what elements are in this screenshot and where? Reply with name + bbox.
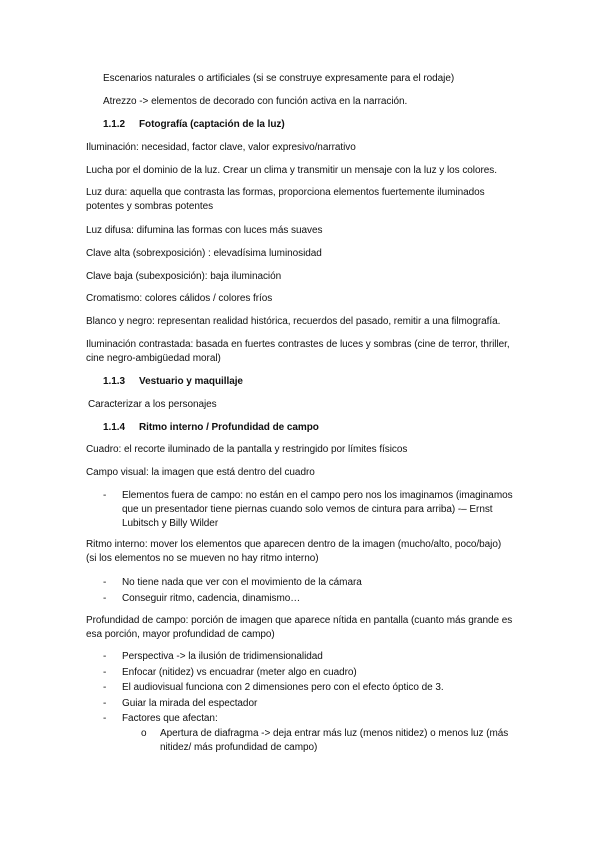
list-item-fuera-campo: Elementos fuera de campo: no están en el campo pero nos los imaginamos (imaginamos que un presentador tiene piernas cuando solo vemos de cintura para arriba) -– Ernst Lubitsch y Billy Wilder [122, 490, 513, 529]
list-item-guiar: Guiar la mirada del espectador [122, 698, 258, 709]
bullet-dash: - [103, 577, 107, 588]
paragraph-luz-difusa: Luz difusa: difumina las formas con luces más suaves [86, 225, 323, 236]
paragraph-ritmo-interno: Ritmo interno: mover los elementos que aparecen dentro de la imagen (mucho/alto, poco/bajo) (si los elementos no se mueven no hay ritmo interno) [86, 539, 502, 564]
bullet-circle: o [141, 728, 147, 739]
paragraph-luz-dura: Luz dura: aquella que contrasta las formas, proporciona elementos fuertemente iluminados potentes y sombras potentes [86, 187, 485, 212]
list-item-ritmo: Conseguir ritmo, cadencia, dinamismo… [122, 593, 301, 604]
paragraph-escenarios: Escenarios naturales o artificiales (si se construye expresamente para el rodaje) [103, 73, 455, 84]
heading-title: Ritmo interno / Profundidad de campo [139, 422, 319, 433]
heading-number: 1.1.3 [103, 376, 125, 387]
list-item-audiovisual: El audiovisual funciona con 2 dimensiones pero con el efecto óptico de 3. [122, 682, 444, 693]
heading-number: 1.1.2 [103, 119, 125, 130]
bullet-dash: - [103, 490, 107, 501]
bullet-dash: - [103, 651, 107, 662]
paragraph-lucha: Lucha por el dominio de la luz. Crear un clima y transmitir un mensaje con la luz y los colores. [86, 165, 497, 176]
paragraph-iluminacion-contrastada: Iluminación contrastada: basada en fuertes contrastes de luces y sombras (cine de terror, thriller, cine negro-ambigüedad moral) [86, 339, 510, 364]
list-item-enfocar: Enfocar (nitidez) vs encuadrar (meter algo en cuadro) [122, 667, 357, 678]
paragraph-clave-baja: Clave baja (subexposición): baja iluminación [86, 271, 282, 282]
heading-vestuario [103, 375, 243, 389]
paragraph-iluminacion: Iluminación: necesidad, factor clave, valor expresivo/narrativo [86, 142, 356, 153]
list-item-factores: Factores que afectan: [122, 713, 218, 724]
heading-title: Vestuario y maquillaje [139, 376, 243, 387]
paragraph-cuadro: Cuadro: el recorte iluminado de la pantalla y restringido por límites físicos [86, 444, 408, 455]
paragraph-blanco-negro: Blanco y negro: representan realidad histórica, recuerdos del pasado, remitir a una filmografía. [86, 316, 501, 327]
bullet-dash: - [103, 698, 107, 709]
paragraph-cromatismo: Cromatismo: colores cálidos / colores fríos [86, 293, 273, 304]
bullet-dash: - [103, 713, 107, 724]
bullet-dash: - [103, 667, 107, 678]
paragraph-campo-visual: Campo visual: la imagen que está dentro del cuadro [86, 467, 315, 478]
heading-number: 1.1.4 [103, 422, 125, 433]
sub-item-apertura: Apertura de diafragma -> deja entrar más luz (menos nitidez) o menos luz (más nitidez/ más profundidad de campo) [160, 728, 509, 753]
paragraph-profundidad: Profundidad de campo: porción de imagen que aparece nítida en pantalla (cuanto más grande es esa porción, mayor profundidad de campo) [86, 615, 513, 640]
bullet-dash: - [103, 593, 107, 604]
heading-fotografia [103, 118, 285, 132]
paragraph-clave-alta: Clave alta (sobrexposición) : elevadísima luminosidad [86, 248, 322, 259]
list-item-perspectiva: Perspectiva -> la ilusión de tridimensionalidad [122, 651, 323, 662]
paragraph-caracterizar: Caracterizar a los personajes [88, 399, 217, 410]
bullet-dash: - [103, 682, 107, 693]
paragraph-atrezzo: Atrezzo -> elementos de decorado con función activa en la narración. [103, 96, 408, 107]
list-item-camara: No tiene nada que ver con el movimiento de la cámara [122, 577, 362, 588]
heading-ritmo-interno [103, 421, 319, 435]
heading-title: Fotografía (captación de la luz) [139, 119, 285, 130]
